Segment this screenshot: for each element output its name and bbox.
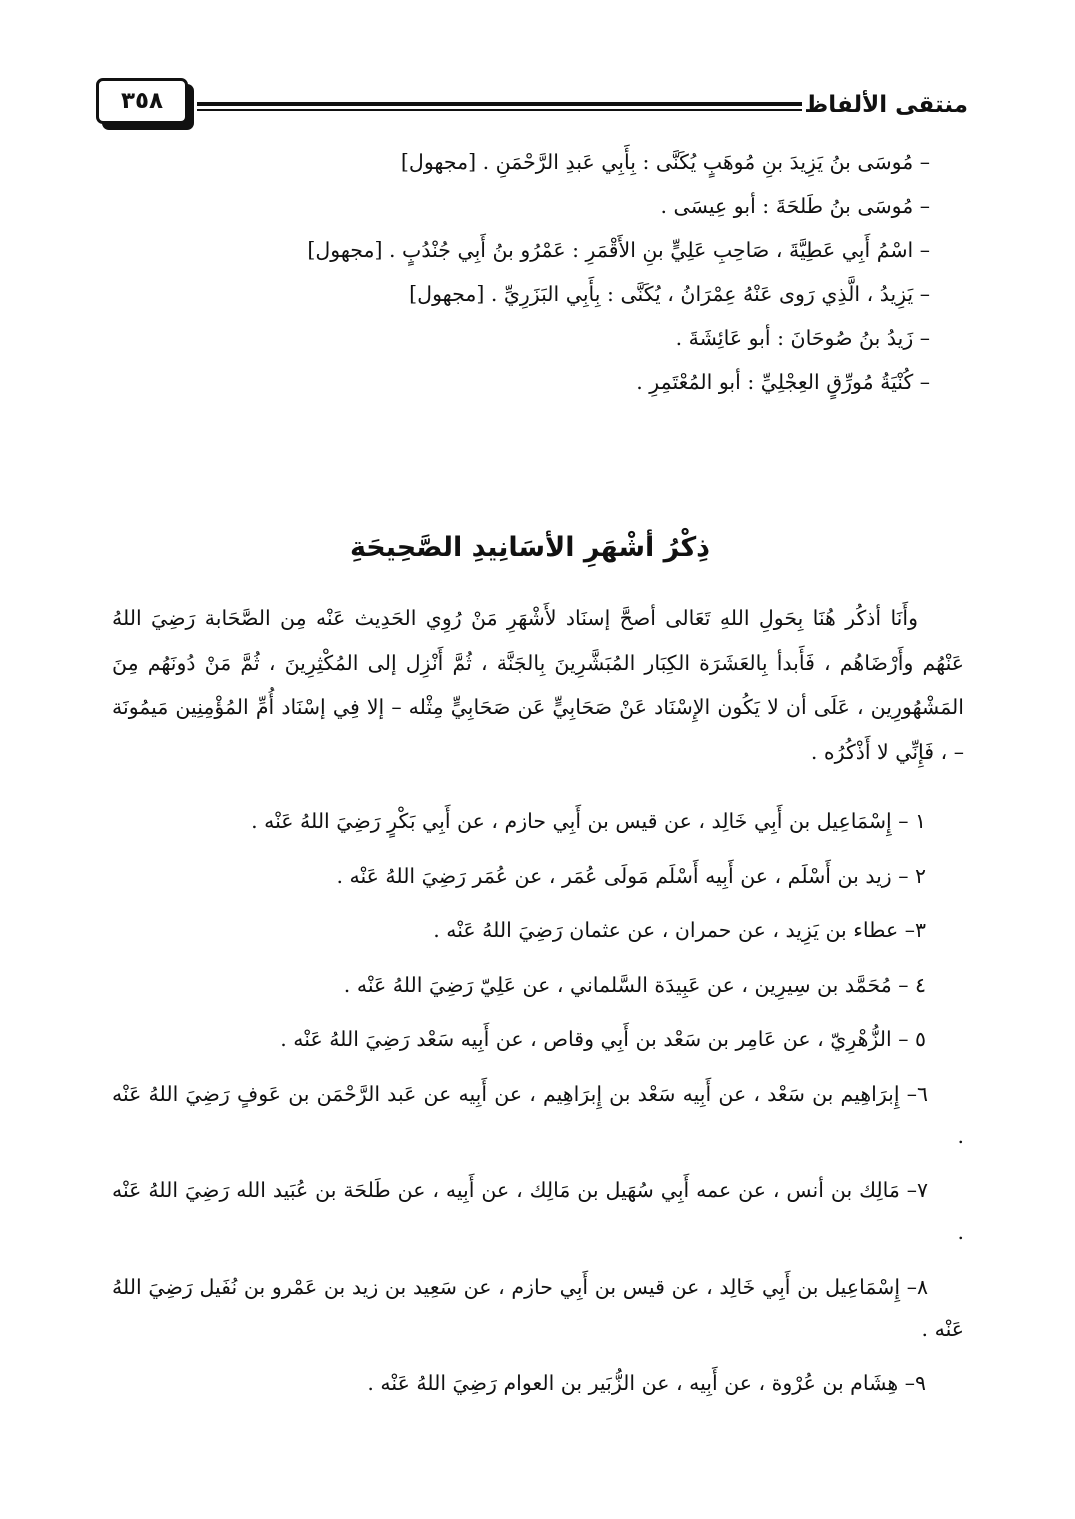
book-title: منتقى الألفاظ <box>804 92 968 118</box>
list-item: – يَزِيدُ ، الَّذِي رَوى عَنْهُ عِمْرَانُ ، يُكَنَّى : بِأَبِي البَزَرِيِّ . [مجهول] <box>409 282 930 306</box>
intro-text: وأَنَا أذكُر هُنَا بِحَولِ اللهِ تَعَالى أصحَّ إسنَاد لأَشْهَرِ مَنْ رُوِي الحَدِيث عَنْه مِن الصَّحَابة رَضِيَ اللهُ عَنْهُم وأَرْضَاهُم ، فَأَبدأ بِالعَشَرَة الكِبَار المُبَشَّرِينَ بِالجَنَّة ، ثُمَّ أَنْزِل إلى المُكْثِرِينَ ، ثُمَّ مَنْ دُونَهُم مِنَ المَشْهُورِين ، عَلَى أن لا يَكُون الإِسْنَاد عَنْ صَحَابِيٍّ عَن صَحَابِيٍّ مِثْله – إلا فِي إسْنَاد أُمِّ المُؤْمِنِين مَيمُونَة – ، فَإِنِّي لا أَذْكُرُه . <box>112 606 964 764</box>
isnad-item: ٤ – مُحَمَّد بن سِيرِين ، عن عَبِيدَة السَّلماني ، عن عَلِيّ رَضِيَ اللهُ عَنْه . <box>343 972 926 997</box>
isnad-item: ٩– هِشَام بن عُرْوة ، عن أَبِيه ، عن الزُّبَير بن العوام رَضِيَ اللهُ عَنْه . <box>367 1371 926 1395</box>
page-header <box>90 78 970 134</box>
isnad-item: ٨– إِسْمَاعِيل بن أَبِي خَالِد ، عن قيس بن أَبِي حازم ، عن سَعِيد بن زيد بن عَمْرو بن نُفَيل رَضِيَ اللهُ عَنْه . <box>112 1274 964 1341</box>
isnad-item: ١ – إِسْمَاعِيل بن أَبِي خَالِد ، عن قيس بن أَبِي حازم ، عن أَبِي بَكْرٍ رَضِيَ اللهُ عَنْه . <box>251 809 926 833</box>
list-item: – زَيدُ بنُ صُوحَانَ : أبو عَائِشَةَ . <box>675 326 930 350</box>
list-item: – كُنْيَةُ مُورِّقٍ العِجْلِيِّ : أبو المُعْتَمِرِ . <box>636 370 930 394</box>
isnad-item: ٦– إِبرَاهِيم بن سَعْد ، عن أَبِيه سَعْد بن إِبرَاهِيم ، عن أَبِيه عن عَبد الرَّحْمَن بن عَوفٍ رَضِيَ اللهُ عَنْه . <box>112 1081 964 1148</box>
isnad-item: ٢ – زيد بن أَسْلَم ، عن أَبِيه أَسْلَم مَولَى عُمَر ، عن عُمَر رَضِيَ اللهُ عَنْه . <box>336 863 926 888</box>
names-list <box>150 140 930 404</box>
isnad-item: ٧– مَالِك بن أنس ، عن عمه أَبِي سُهَيل بن مَالِك ، عن أَبِيه ، عن طَلحَة بن عُبَيد الله رَضِيَ اللهُ عَنْه . <box>112 1178 964 1244</box>
list-item: – مُوسَى بنُ يَزِيدَ بنِ مُوهَبٍ يُكَنَّى : بِأَبِي عَبدِ الرَّحْمَنِ . [مجهول] <box>400 150 930 174</box>
page-number: ٣٥٨ <box>96 78 188 124</box>
section-title: ذِكْرُ أشْهَرِ الأسَانِيدِ الصَّحِيحَةِ <box>349 532 711 563</box>
isnad-item: ٣– عطاء بن يَزِيد ، عن حمران ، عن عثمان رَضِيَ اللهُ عَنْه . <box>433 918 926 942</box>
isnad-list <box>112 800 964 1417</box>
header-rule <box>197 102 802 111</box>
intro-paragraph <box>112 596 964 774</box>
list-item: – مُوسَى بنُ طَلحَةَ : أبو عِيسَى . <box>660 194 930 218</box>
list-item: – اسْمُ أَبِي عَطِيَّةَ ، صَاحِبِ عَلِيٍّ بنِ الأَقْمَرِ : عَمْرُو بنُ أَبِي جُنْدُبٍ . [مجهول] <box>307 238 930 262</box>
isnad-item: ٥ – الزُّهْرِيّ ، عن عَامِر بن سَعْد بن أَبِي وقاص ، عن أَبِيه سَعْد رَضِيَ اللهُ عَنْه . <box>280 1027 926 1051</box>
